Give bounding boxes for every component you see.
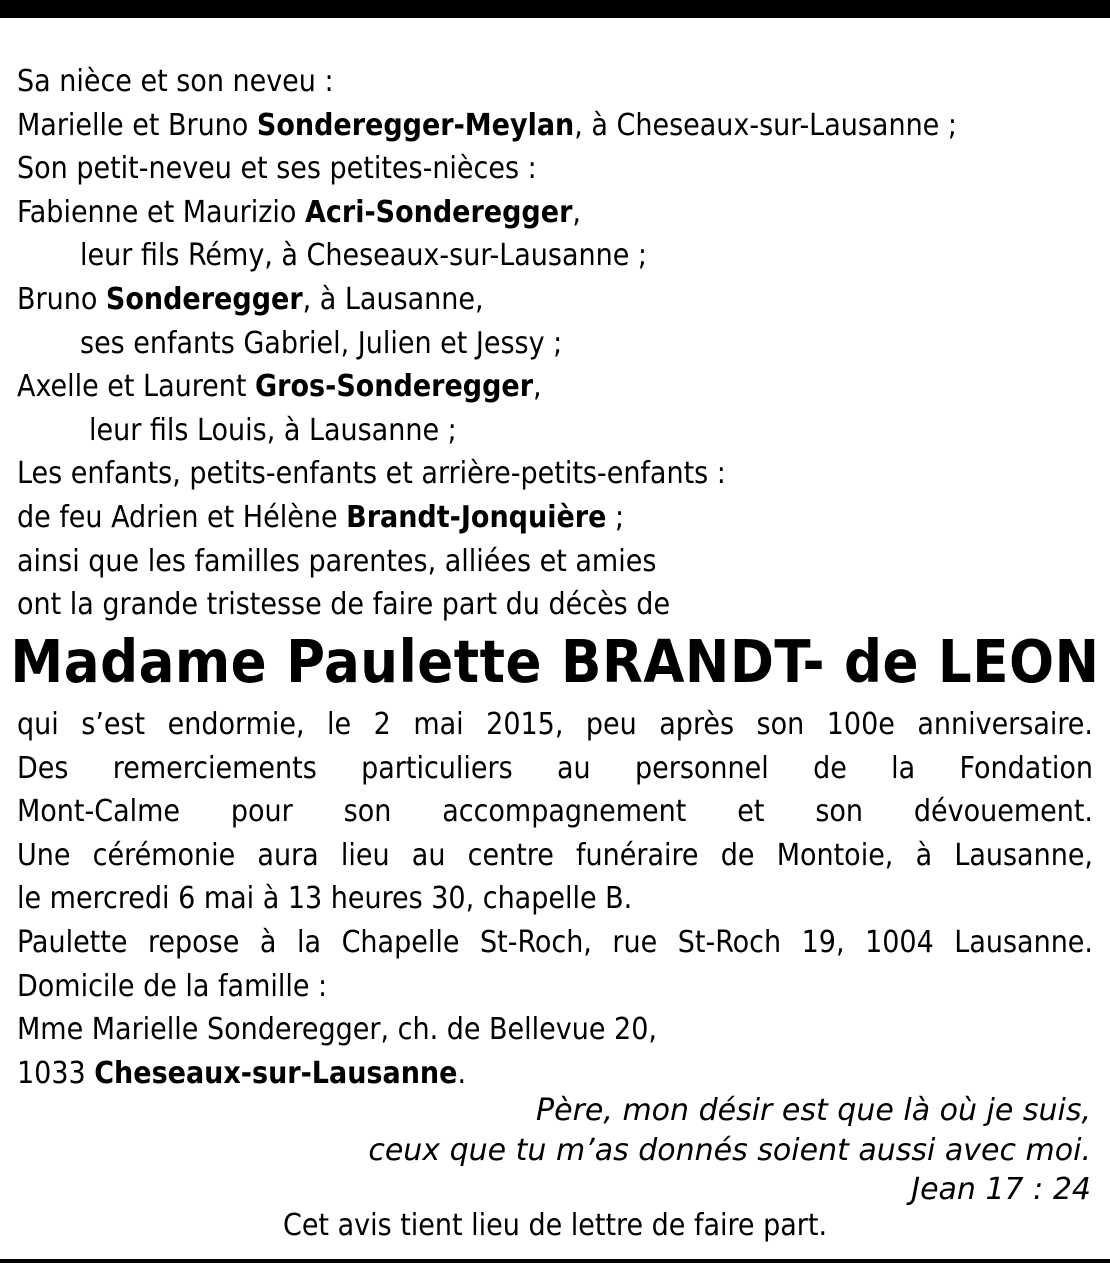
- announcement-body: [17, 703, 1093, 1095]
- body-line: le mercredi 6 mai à 13 heures 30, chapelle B.: [17, 881, 633, 917]
- family-line: leur fils Louis, à Lausanne ;: [89, 412, 457, 448]
- family-line: [17, 104, 1093, 148]
- family-line: leur fils Rémy, à Cheseaux-sur-Lausanne ;: [80, 238, 647, 274]
- bible-verse: [368, 1091, 1091, 1210]
- family-line: [17, 365, 1093, 409]
- family-line: [17, 191, 1093, 235]
- text: , à Cheseaux-sur-Lausanne ;: [574, 107, 957, 143]
- bottom-border-rule: [0, 1259, 1110, 1263]
- family-line: ainsi que les familles parentes, alliées et amies: [17, 543, 657, 579]
- place-name: Cheseaux-sur-Lausanne: [94, 1055, 458, 1091]
- family-name: Sonderegger: [105, 281, 303, 317]
- text: Marielle et Bruno: [17, 107, 257, 143]
- body-line: Mont-Calme pour son accompagnement et son dévouement.: [17, 794, 1093, 830]
- body-line: Domicile de la famille :: [17, 968, 328, 1004]
- body-line: Paulette repose à la Chapelle St-Roch, rue St-Roch 19, 1004 Lausanne.: [17, 924, 1093, 960]
- text: Fabienne et Maurizio: [17, 194, 305, 230]
- deceased-name-heading: Madame Paulette BRANDT- de LEON: [10, 627, 1100, 696]
- family-line: Les enfants, petits-enfants et arrière-petits-enfants :: [17, 456, 726, 492]
- family-line: ont la grande tristesse de faire part du décès de: [17, 587, 671, 623]
- top-border-rule: [0, 0, 1110, 18]
- body-line: [17, 1052, 1093, 1096]
- family-name: Gros-Sonderegger: [255, 369, 534, 405]
- verse-reference: Jean 17 : 24: [911, 1172, 1091, 1207]
- verse-line: ceux que tu m’as donnés soient aussi avec moi.: [368, 1132, 1091, 1168]
- body-line: qui s’est endormie, le 2 mai 2015, peu après son 100e anniversaire.: [17, 707, 1093, 742]
- text: , à Lausanne,: [302, 281, 484, 317]
- verse-line: Père, mon désir est que là où je suis,: [536, 1093, 1091, 1128]
- text: de feu Adrien et Hélène: [17, 499, 347, 535]
- family-list: [17, 60, 1093, 627]
- body-line: Une cérémonie aura lieu au centre funéraire de Montoie, à Lausanne,: [17, 837, 1093, 873]
- family-line: [17, 496, 1093, 540]
- family-line: ses enfants Gabriel, Julien et Jessy ;: [80, 325, 563, 361]
- text: ,: [533, 369, 542, 405]
- family-line: Son petit-neveu et ses petites-nièces :: [17, 151, 537, 187]
- text: ,: [572, 194, 581, 230]
- family-name: Brandt-Jonquière: [346, 499, 607, 535]
- body-line: Mme Marielle Sonderegger, ch. de Bellevue 20,: [17, 1012, 657, 1048]
- text: Bruno: [17, 281, 106, 317]
- text: Axelle et Laurent: [17, 369, 256, 405]
- family-name: Sonderegger-Meylan: [256, 107, 575, 143]
- text: ;: [606, 499, 625, 535]
- text: .: [457, 1055, 467, 1091]
- family-name: Acri-Sonderegger: [305, 194, 573, 230]
- text: 1033: [17, 1055, 95, 1091]
- family-line: Sa nièce et son neveu :: [17, 64, 334, 99]
- body-line: Des remerciements particuliers au personnel de la Fondation: [17, 750, 1093, 786]
- closing-note: Cet avis tient lieu de lettre de faire part.: [282, 1208, 828, 1243]
- family-line: [17, 278, 1093, 322]
